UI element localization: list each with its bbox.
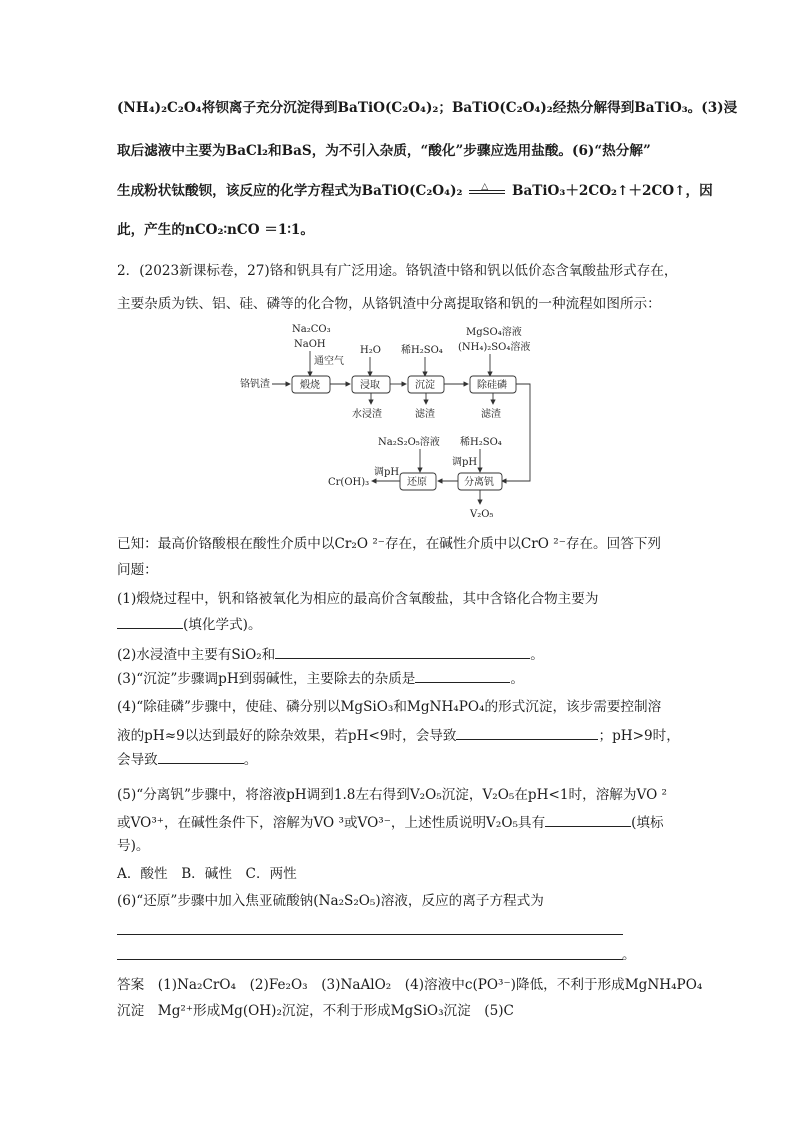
heat-symbol: △ [481, 181, 489, 192]
q5-answer-blank[interactable] [545, 812, 631, 827]
reagent-ammonium-sulfate: (NH₄)₂SO₄溶液 [458, 342, 531, 353]
q6-answer-line-2[interactable] [117, 959, 623, 960]
question-3-line [117, 668, 679, 689]
reagent-dilute-h2so4-2: 稀H₂SO₄ [460, 437, 502, 448]
answer-continuation-line-1: (NH₄)₂C₂O₄将钡离子充分沉淀得到BaTiO(C₂O₄)₂；BaTiO(C₂O₄)₂经热分解得到BaTiO₃。(3)浸 [117, 100, 738, 116]
question-4-line-1: (4)“除硅磷”步骤中，使硅、磷分别以MgSiO₃和MgNH₄PO₄的形式沉淀，该步需要控制溶 [117, 699, 662, 715]
start-material: 铬钒渣 [240, 379, 270, 390]
product-chromium-hydroxide: Cr(OH)₃ [328, 477, 370, 488]
reagent-mgso4: MgSO₄溶液 [466, 327, 522, 338]
q2-suffix: 。 [530, 647, 544, 663]
question-6-line: (6)“还原”步骤中加入焦亚硫酸钠(Na₂S₂O₅)溶液，反应的离子方程式为 [117, 893, 544, 909]
question-intro-line-1: 2．(2023新课标卷，27)铬和钒具有广泛用途。铬钒渣中铬和钒以低价态含氧酸盐形式存在， [117, 263, 678, 279]
step-reduce: 还原 [407, 477, 427, 488]
question-5-line-2 [117, 812, 679, 833]
label-adjust-ph-2: 调pH [452, 457, 478, 468]
step-remove-si-p: 除硅磷 [477, 380, 507, 391]
question-5-line-1: (5)“分离钒”步骤中，将溶液pH调到1.8左右得到V₂O₅沉淀，V₂O₅在pH<1时，溶解为VO ² [117, 787, 667, 803]
q4-suffix: 。 [243, 752, 258, 768]
q3-prefix: (3)“沉淀”步骤调pH到弱碱性，主要除去的杂质是 [117, 671, 416, 687]
answer-line-2: 沉淀 Mg²⁺形成Mg(OH)₂沉淀，不利于形成MgSiO₃沉淀 (5)C [117, 1003, 514, 1019]
label-air: 通空气 [314, 356, 344, 367]
label-adjust-ph-1: 调pH [374, 467, 400, 478]
answer-continuation-line-4: 此，产生的nCO₂∶nCO ＝1∶1。 [117, 222, 314, 238]
known-line-2: 问题： [117, 562, 158, 578]
reagent-water: H₂O [360, 345, 381, 356]
equation-right: BaTiO₃＋2CO₂↑＋2CO↑，因 [511, 183, 713, 199]
reagent-na2co3: Na₂CO₃ [292, 324, 331, 335]
answer-continuation-line-2: 取后滤液中主要为BaCl₂和BaS，为不引入杂质，“酸化”步骤应选用盐酸。(6)“热分解” [117, 143, 651, 159]
heat-equals-sign [467, 181, 507, 197]
q6-answer-line-1[interactable] [117, 934, 623, 935]
question-1-line: (1)煅烧过程中，钒和铬被氧化为相应的最高价含氧酸盐，其中含铬化合物主要为 [117, 591, 599, 607]
reagent-na2s2o5: Na₂S₂O₅溶液 [378, 437, 440, 448]
reagent-dilute-h2so4-1: 稀H₂SO₄ [401, 345, 443, 356]
known-line-1: 已知：最高价铬酸根在酸性介质中以Cr₂O ²⁻存在，在碱性介质中以CrO ²⁻存在。回答下列 [117, 536, 662, 552]
answer-line-1: 答案 (1)Na₂CrO₄ (2)Fe₂O₃ (3)NaAlO₂ (4)溶液中c(PO³⁻)降低，不利于形成MgNH₄PO₄ [117, 977, 703, 993]
q2-prefix: (2)水浸渣中主要有SiO₂和 [117, 647, 276, 663]
step-leach: 浸取 [360, 380, 380, 391]
residue-water-leach: 水浸渣 [352, 409, 382, 420]
step-calcine: 煅烧 [300, 380, 320, 391]
q4-answer-blank-2[interactable] [158, 749, 244, 764]
q4-answer-blank-1[interactable] [456, 725, 598, 740]
q5-prefix: 或VO³⁺，在碱性条件下，溶解为VO ³或VO³⁻，上述性质说明V₂O₅具有 [117, 815, 546, 831]
question-2-line [117, 644, 679, 665]
question-5-options: A．酸性 B．碱性 C．两性 [117, 866, 297, 882]
q2-answer-blank[interactable] [275, 644, 530, 659]
q1-answer-blank[interactable] [117, 614, 183, 629]
equation-left: 生成粉状钛酸钡，该反应的化学方程式为BaTiO(C₂O₄)₂ [117, 183, 463, 199]
q5-suffix: (填标 [631, 815, 664, 831]
q3-suffix: 。 [510, 671, 524, 687]
q6-suffix: 。 [622, 947, 636, 963]
q4-middle: ；pH>9时， [598, 728, 680, 744]
process-flowchart [240, 318, 560, 523]
q4-line3-prefix: 会导致 [117, 752, 158, 768]
answer-continuation-line-3 [117, 181, 713, 201]
product-v2o5: V₂O₅ [470, 509, 494, 520]
step-precipitate: 沉淀 [415, 380, 435, 391]
reagent-naoh: NaOH [294, 339, 326, 350]
question-4-line-2 [117, 725, 679, 746]
question-4-line-3 [117, 749, 679, 770]
residue-remove-si-p: 滤渣 [481, 409, 501, 420]
question-1-answer-line [117, 614, 679, 635]
q4-prefix: 液的pH≈9以达到最好的除杂效果，若pH<9时，会导致 [117, 728, 457, 744]
question-intro-line-2: 主要杂质为铁、铝、硅、磷等的化合物，从铬钒渣中分离提取铬和钒的一种流程如图所示： [117, 296, 661, 312]
residue-precipitate: 滤渣 [415, 409, 435, 420]
step-separate-v: 分离钒 [464, 477, 494, 488]
q3-answer-blank[interactable] [415, 668, 510, 683]
question-5-line-3: 号)。 [117, 838, 150, 854]
q1-suffix: (填化学式)。 [183, 617, 262, 633]
